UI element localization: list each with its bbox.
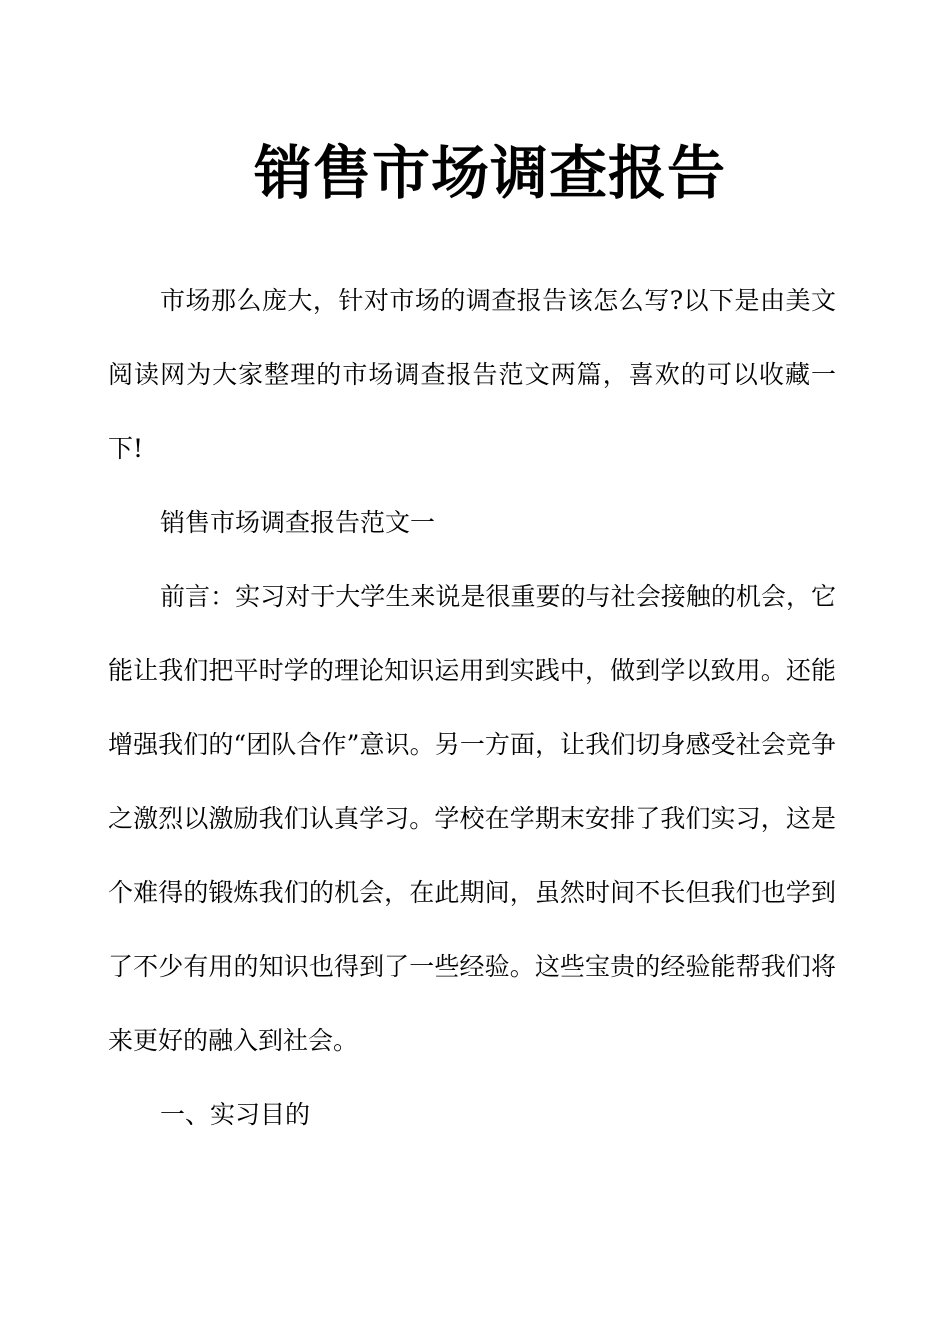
- paragraph-section-heading: 销售市场调查报告范文一: [160, 508, 436, 537]
- paragraph-intro: 市场那么庞大，针对市场的调查报告该怎么写?以下是由美文阅读网为大家整理的市场调查报告范文两篇，喜欢的可以收藏一下!: [108, 286, 836, 463]
- document-body: [108, 264, 836, 1152]
- paragraph-preface: 前言：实习对于大学生来说是很重要的与社会接触的机会，它能让我们把平时学的理论知识运用到实践中，做到学以致用。还能增强我们的“团队合作”意识。另一方面，让我们切身感受社会竞争之激烈以激励我们认真学习。学校在学期末安排了我们实习，这是个难得的锻炼我们的机会，在此期间，虽然时间不长但我们也学到了不少有用的知识也得到了一些经验。这些宝贵的经验能帮我们将来更好的融入到社会。: [108, 582, 836, 1055]
- paragraph-subheading: 一、实习目的: [160, 1100, 311, 1129]
- document-title: 销售市场调查报告: [253, 139, 726, 207]
